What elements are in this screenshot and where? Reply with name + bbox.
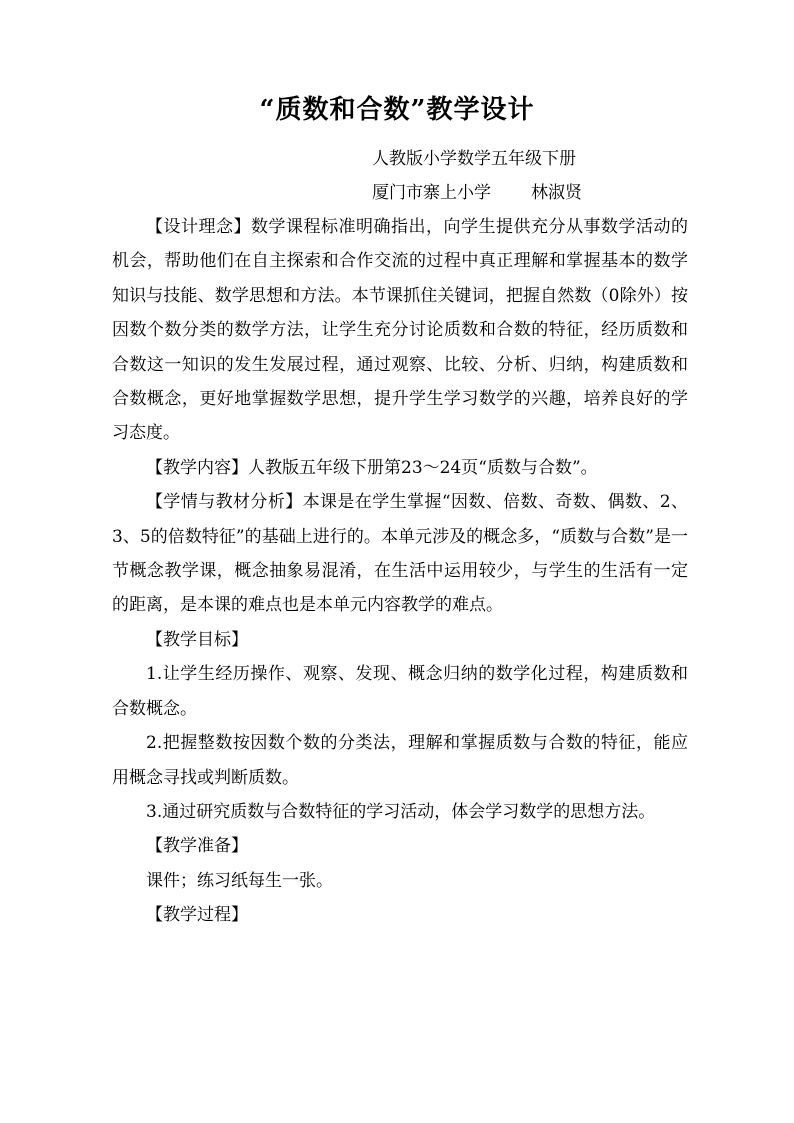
school-name: 厦门市寨上小学	[372, 183, 491, 203]
paragraph-teaching-content: 【教学内容】人教版五年级下册第23～24页“质数与合数”。	[146, 457, 598, 478]
paragraph-design-concept: 【设计理念】数学课程标准明确指出，向学生提供充分从事数学活动的机会，帮助他们在自主探索和合作交流的过程中真正理解和掌握基本的数学知识与技能、数学思想和方法。本节课抓住关键词，把握自然数（0除外）按因数个数分类的数学方法，让学生充分讨论质数和合数的特征，经历质数和合数这一知识的发生发展过程，通过观察、比较、分析、归纳，构建质数和合数概念，更好地掌握数学思想，提升学生学习数学的兴趣，培养良好的学习态度。	[112, 217, 688, 444]
heading-teaching-process: 【教学过程】	[146, 905, 248, 926]
textbook-line: 人教版小学数学五年级下册	[372, 149, 576, 169]
goal-item-3: 3.通过研究质数与合数特征的学习活动，体会学习数学的思想方法。	[146, 801, 656, 822]
heading-teaching-goals: 【教学目标】	[146, 629, 248, 650]
heading-teaching-prep: 【教学准备】	[146, 836, 248, 857]
document-body	[112, 210, 688, 933]
paragraph-prep-materials: 课件；练习纸每生一张。	[146, 870, 333, 891]
goal-item-1: 1.让学生经历操作、观察、发现、概念归纳的数学化过程，构建质数和合数概念。	[112, 664, 688, 719]
author-line	[372, 181, 582, 205]
author-name: 林淑贤	[531, 183, 582, 203]
paragraph-analysis: 【学情与教材分析】本课是在学生掌握“因数、倍数、奇数、偶数、2、3、5的倍数特征”的基础上进行的。本单元涉及的概念多，“质数与合数”是一节概念教学课，概念抽象易混淆，在生活中运用较少，与学生的生活有一定的距离，是本课的难点也是本单元内容教学的难点。	[112, 492, 688, 616]
goal-item-2: 2.把握整数按因数个数的分类法，理解和掌握质数与合数的特征，能应用概念寻找或判断质数。	[112, 733, 688, 788]
document-title: “质数和合数”教学设计	[259, 95, 535, 125]
